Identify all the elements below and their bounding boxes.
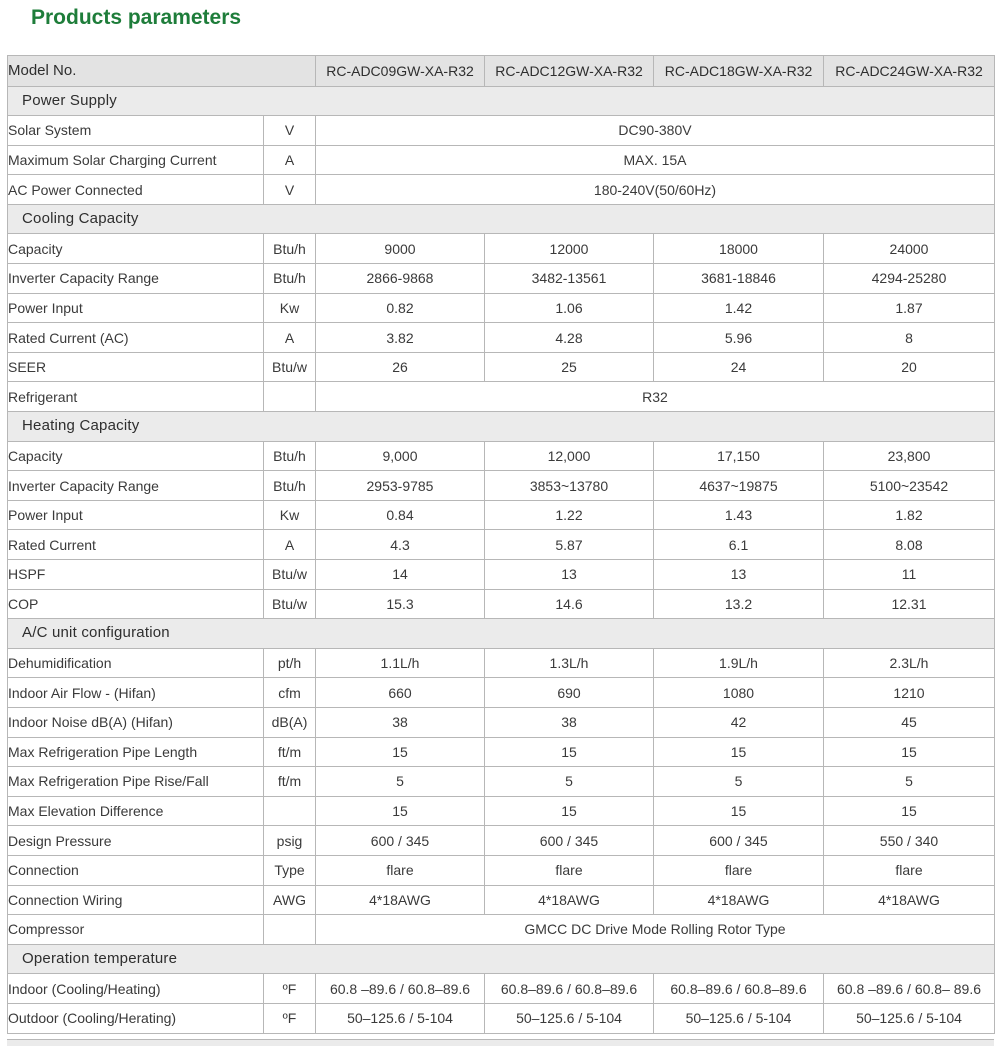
row-value-model-4: 23,800: [824, 441, 995, 471]
row-value-model-4: 11: [824, 560, 995, 590]
row-value-model-2: 15: [485, 737, 654, 767]
row-value-model-2: 1.22: [485, 500, 654, 530]
row-label: Capacity: [8, 441, 264, 471]
row-label: Dehumidification: [8, 648, 264, 678]
header-label: Model No.: [8, 56, 316, 87]
row-value-model-3: 13.2: [654, 589, 824, 619]
row-value-model-1: 1.1L/h: [316, 648, 485, 678]
table-row: [8, 530, 995, 560]
row-value-model-1: 660: [316, 678, 485, 708]
table-row: [8, 796, 995, 826]
row-value-model-3: 18000: [654, 234, 824, 264]
row-unit: psig: [264, 826, 316, 856]
page-title: Products parameters: [31, 6, 242, 29]
row-label: Max Refrigeration Pipe Rise/Fall: [8, 767, 264, 797]
row-label: SEER: [8, 352, 264, 382]
row-value-model-2: 14.6: [485, 589, 654, 619]
section-title: Cooling Capacity: [8, 204, 995, 234]
row-value-model-2: 4.28: [485, 323, 654, 353]
row-value-all-models: GMCC DC Drive Mode Rolling Rotor Type: [316, 915, 995, 945]
row-unit: ºF: [264, 974, 316, 1004]
row-value-model-2: 60.8–89.6 / 60.8–89.6: [485, 974, 654, 1004]
row-unit: Btu/w: [264, 352, 316, 382]
row-value-model-2: 50–125.6 / 5-104: [485, 1003, 654, 1033]
row-value-model-2: 38: [485, 707, 654, 737]
row-value-model-4: 1.82: [824, 500, 995, 530]
row-value-model-1: 2866-9868: [316, 264, 485, 294]
row-value-model-2: 690: [485, 678, 654, 708]
row-unit: Btu/h: [264, 441, 316, 471]
row-value-model-1: 5: [316, 767, 485, 797]
section-title: Power Supply: [8, 86, 995, 116]
table-row: [8, 352, 995, 382]
table-row: [8, 767, 995, 797]
row-value-model-3: 1080: [654, 678, 824, 708]
row-value-model-3: 15: [654, 737, 824, 767]
row-unit: cfm: [264, 678, 316, 708]
row-value-model-2: 1.06: [485, 293, 654, 323]
row-label: Power Input: [8, 500, 264, 530]
row-value-model-2: flare: [485, 855, 654, 885]
row-value-model-4: 8.08: [824, 530, 995, 560]
row-value-model-1: 0.82: [316, 293, 485, 323]
table-row: [8, 648, 995, 678]
row-value-model-3: 42: [654, 707, 824, 737]
row-unit: ºF: [264, 1003, 316, 1033]
row-value-model-1: 4.3: [316, 530, 485, 560]
section-header-row: [8, 86, 995, 116]
row-value-model-3: 50–125.6 / 5-104: [654, 1003, 824, 1033]
row-value-model-3: 4*18AWG: [654, 885, 824, 915]
row-value-model-1: 9,000: [316, 441, 485, 471]
row-value-model-3: 60.8–89.6 / 60.8–89.6: [654, 974, 824, 1004]
row-label: Design Pressure: [8, 826, 264, 856]
row-value-model-3: 3681-18846: [654, 264, 824, 294]
row-unit: dB(A): [264, 707, 316, 737]
table-row: [8, 293, 995, 323]
row-value-model-4: 2.3L/h: [824, 648, 995, 678]
row-value-model-3: 600 / 345: [654, 826, 824, 856]
table-row: [8, 471, 995, 501]
row-label: Solar System: [8, 116, 264, 146]
section-header-row: [8, 944, 995, 974]
row-unit: pt/h: [264, 648, 316, 678]
row-label: Indoor Air Flow - (Hifan): [8, 678, 264, 708]
section-header-row: [8, 412, 995, 442]
row-value-model-2: 15: [485, 796, 654, 826]
row-value-all-models: MAX. 15A: [316, 145, 995, 175]
row-unit: ft/m: [264, 737, 316, 767]
table-row: [8, 974, 995, 1004]
row-label: Rated Current (AC): [8, 323, 264, 353]
row-value-model-1: 15: [316, 737, 485, 767]
row-value-model-1: 15: [316, 796, 485, 826]
model-header-4: RC-ADC24GW-XA-R32: [824, 56, 995, 87]
row-value-model-2: 13: [485, 560, 654, 590]
row-label: Indoor Noise dB(A) (Hifan): [8, 707, 264, 737]
table-row: [8, 500, 995, 530]
row-value-model-1: 50–125.6 / 5-104: [316, 1003, 485, 1033]
row-value-model-4: 8: [824, 323, 995, 353]
row-value-model-2: 1.3L/h: [485, 648, 654, 678]
row-unit: [264, 382, 316, 412]
row-label: Indoor (Cooling/Heating): [8, 974, 264, 1004]
row-value-model-4: 45: [824, 707, 995, 737]
table-row: [8, 915, 995, 945]
row-label: Maximum Solar Charging Current: [8, 145, 264, 175]
row-unit: [264, 796, 316, 826]
table-row: [8, 560, 995, 590]
row-value-model-1: flare: [316, 855, 485, 885]
table-row: [8, 678, 995, 708]
row-value-model-3: 24: [654, 352, 824, 382]
row-unit: Kw: [264, 500, 316, 530]
table-row: [8, 589, 995, 619]
row-value-model-3: 13: [654, 560, 824, 590]
row-label: Refrigerant: [8, 382, 264, 412]
row-value-model-2: 5.87: [485, 530, 654, 560]
model-header-1: RC-ADC09GW-XA-R32: [316, 56, 485, 87]
row-label: Max Elevation Difference: [8, 796, 264, 826]
row-unit: ft/m: [264, 767, 316, 797]
row-label: Inverter Capacity Range: [8, 471, 264, 501]
section-title: Heating Capacity: [8, 412, 995, 442]
row-unit: Type: [264, 855, 316, 885]
row-value-model-1: 3.82: [316, 323, 485, 353]
row-value-model-3: 1.43: [654, 500, 824, 530]
row-label: Connection Wiring: [8, 885, 264, 915]
section-title: Operation temperature: [8, 944, 995, 974]
row-unit: AWG: [264, 885, 316, 915]
row-value-model-4: 20: [824, 352, 995, 382]
row-value-model-4: 4*18AWG: [824, 885, 995, 915]
row-value-model-4: 1.87: [824, 293, 995, 323]
table-row: [8, 707, 995, 737]
row-value-model-3: 6.1: [654, 530, 824, 560]
row-value-model-1: 2953-9785: [316, 471, 485, 501]
row-value-model-1: 0.84: [316, 500, 485, 530]
table-row: [8, 264, 995, 294]
row-value-model-2: 5: [485, 767, 654, 797]
table-row: [8, 116, 995, 146]
row-value-model-1: 38: [316, 707, 485, 737]
row-label: Max Refrigeration Pipe Length: [8, 737, 264, 767]
row-value-model-1: 14: [316, 560, 485, 590]
row-value-model-1: 4*18AWG: [316, 885, 485, 915]
section-header-row: [8, 204, 995, 234]
section-title: A/C unit configuration: [8, 619, 995, 649]
row-unit: A: [264, 530, 316, 560]
product-parameters-table: [7, 55, 995, 1034]
row-value-model-1: 15.3: [316, 589, 485, 619]
row-unit: V: [264, 116, 316, 146]
row-value-model-1: 60.8 –89.6 / 60.8–89.6: [316, 974, 485, 1004]
row-unit: Btu/w: [264, 560, 316, 590]
row-value-all-models: R32: [316, 382, 995, 412]
row-value-model-1: 26: [316, 352, 485, 382]
row-value-model-4: 5: [824, 767, 995, 797]
table-row: [8, 885, 995, 915]
row-value-model-4: flare: [824, 855, 995, 885]
row-label: Connection: [8, 855, 264, 885]
table-row: [8, 382, 995, 412]
row-unit: Btu/h: [264, 471, 316, 501]
table-row: [8, 737, 995, 767]
row-value-model-4: 24000: [824, 234, 995, 264]
row-value-model-3: 5.96: [654, 323, 824, 353]
row-value-model-4: 15: [824, 737, 995, 767]
row-value-model-2: 12,000: [485, 441, 654, 471]
table-row: [8, 826, 995, 856]
table-row: [8, 175, 995, 205]
row-label: Outdoor (Cooling/Herating): [8, 1003, 264, 1033]
row-value-model-2: 12000: [485, 234, 654, 264]
table-body: [8, 56, 995, 1034]
row-value-model-2: 4*18AWG: [485, 885, 654, 915]
row-label: Power Input: [8, 293, 264, 323]
table-row: [8, 441, 995, 471]
row-unit: A: [264, 145, 316, 175]
row-value-model-4: 1210: [824, 678, 995, 708]
row-value-model-4: 4294-25280: [824, 264, 995, 294]
row-value-model-3: 5: [654, 767, 824, 797]
row-value-model-3: 17,150: [654, 441, 824, 471]
row-value-model-2: 3853~13780: [485, 471, 654, 501]
row-value-model-4: 12.31: [824, 589, 995, 619]
row-value-model-3: flare: [654, 855, 824, 885]
row-unit: Btu/h: [264, 264, 316, 294]
row-value-model-3: 1.9L/h: [654, 648, 824, 678]
table-row: [8, 855, 995, 885]
row-unit: Btu/w: [264, 589, 316, 619]
table-row: [8, 323, 995, 353]
table-row: [8, 1003, 995, 1033]
row-value-all-models: 180-240V(50/60Hz): [316, 175, 995, 205]
row-value-model-3: 15: [654, 796, 824, 826]
row-value-model-4: 50–125.6 / 5-104: [824, 1003, 995, 1033]
row-value-model-2: 3482-13561: [485, 264, 654, 294]
row-label: HSPF: [8, 560, 264, 590]
row-label: Inverter Capacity Range: [8, 264, 264, 294]
row-label: Rated Current: [8, 530, 264, 560]
row-value-model-1: 9000: [316, 234, 485, 264]
row-unit: Btu/h: [264, 234, 316, 264]
model-header-2: RC-ADC12GW-XA-R32: [485, 56, 654, 87]
row-unit: Kw: [264, 293, 316, 323]
section-header-row: [8, 619, 995, 649]
row-unit: [264, 915, 316, 945]
row-value-all-models: DC90-380V: [316, 116, 995, 146]
table-header-row: [8, 56, 995, 87]
row-value-model-4: 60.8 –89.6 / 60.8– 89.6: [824, 974, 995, 1004]
row-label: Compressor: [8, 915, 264, 945]
row-value-model-4: 5100~23542: [824, 471, 995, 501]
table-row: [8, 145, 995, 175]
row-unit: A: [264, 323, 316, 353]
row-value-model-3: 4637~19875: [654, 471, 824, 501]
row-value-model-2: 25: [485, 352, 654, 382]
row-value-model-3: 1.42: [654, 293, 824, 323]
row-label: AC Power Connected: [8, 175, 264, 205]
model-header-3: RC-ADC18GW-XA-R32: [654, 56, 824, 87]
row-unit: V: [264, 175, 316, 205]
row-label: Capacity: [8, 234, 264, 264]
table-row: [8, 234, 995, 264]
row-label: COP: [8, 589, 264, 619]
row-value-model-4: 550 / 340: [824, 826, 995, 856]
row-value-model-1: 600 / 345: [316, 826, 485, 856]
row-value-model-2: 600 / 345: [485, 826, 654, 856]
row-value-model-4: 15: [824, 796, 995, 826]
